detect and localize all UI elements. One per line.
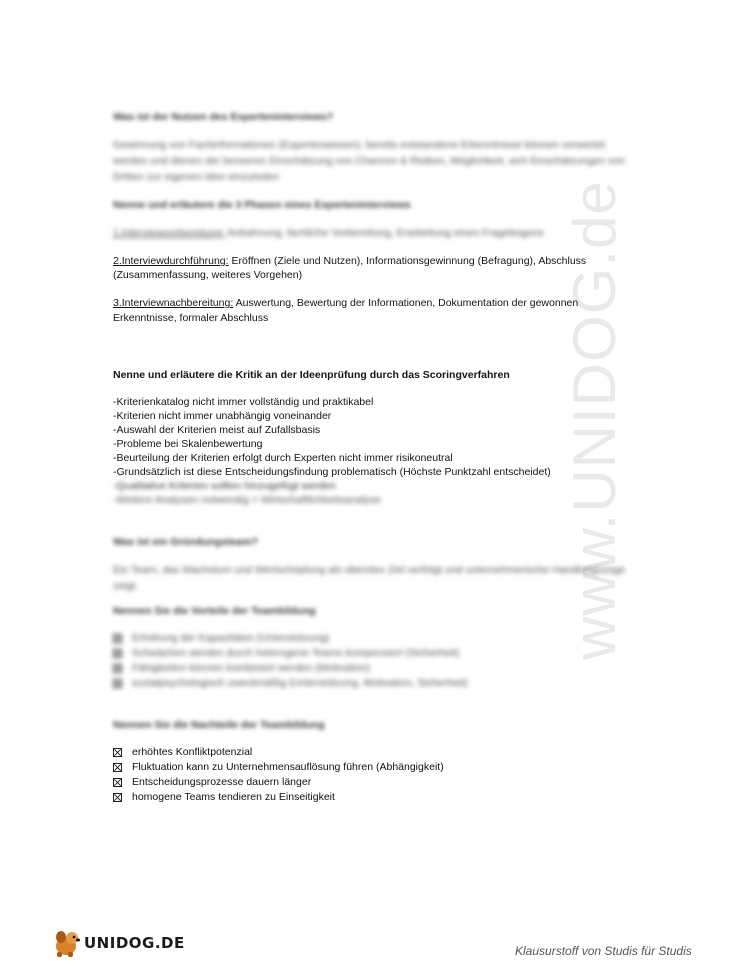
checkbox-x-icon	[113, 679, 122, 688]
advantage-item	[113, 646, 613, 661]
checkbox-x-icon	[113, 649, 122, 658]
critique-item-blurred: -Weitere Analysen notwendig > Wirtschaftlichkeitsanalyse	[113, 494, 381, 506]
checkbox-x-icon	[113, 793, 122, 802]
critique-item: -Beurteilung der Kriterien erfolgt durch Experten nicht immer risikoneutral	[113, 452, 453, 464]
critique-heading: Nenne und erläutere die Kritik an der Ideenprüfung durch das Scoringverfahren	[113, 369, 510, 381]
disadvantages-list	[113, 745, 613, 805]
blurred-heading-vorteile: Nennen Sie die Vorteile der Teambildung	[113, 605, 316, 617]
checkbox-x-icon	[113, 664, 122, 673]
blurred-phase-1	[113, 226, 633, 240]
disadvantage-item	[113, 790, 613, 805]
critique-item: -Kriterienkatalog nicht immer vollständig und praktikabel	[113, 396, 374, 408]
phase-3-label: 3.Interviewnachbereitung:	[113, 297, 234, 309]
watermark: www.UNIDOG.de	[561, 180, 628, 660]
critique-item: -Kriterien nicht immer unabhängig voneinander	[113, 410, 332, 422]
phase-1-text: Anbahnung, fachliche Vorbereitung, Erarbeitung eines Fragebogens	[225, 227, 544, 239]
disadvantage-item	[113, 745, 613, 760]
disadvantage-text: Entscheidungsprozesse dauern länger	[132, 776, 312, 788]
blurred-heading-nachteile: Nennen Sie die Nachteile der Teambildung	[113, 719, 325, 731]
phase-1-label: 1.Interviewvorbereitung:	[113, 227, 226, 239]
checkbox-x-icon	[113, 778, 122, 787]
advantage-text: Erhöhung der Kapazitäten (Unterstützung)	[132, 632, 330, 644]
checkbox-x-icon	[113, 763, 122, 772]
critique-item: -Auswahl der Kriterien meist auf Zufallsbasis	[113, 424, 321, 436]
footer-tagline: Klausurstoff von Studis für Studis	[515, 944, 692, 958]
phase-3	[113, 296, 633, 326]
advantage-text: Fähigkeiten können kombiniert werden (Motivation)	[132, 662, 371, 674]
critique-item: -Probleme bei Skalenbewertung	[113, 438, 263, 450]
unidog-logo	[52, 928, 185, 958]
disadvantage-item	[113, 760, 613, 775]
advantage-item	[113, 631, 613, 646]
checkbox-x-icon	[113, 748, 122, 757]
phase-2-label: 2.Interviewdurchführung:	[113, 255, 229, 267]
blurred-heading-phasen: Nenne und erläutere die 3 Phasen eines Experteninterviews	[113, 199, 411, 211]
advantage-text: Schwächen werden durch heterogene Teams kompensiert (Sicherheit)	[132, 647, 460, 659]
blurred-body-nutzen: Gewinnung von Fachinformationen (Expertenwissen), bereits entstandene Erkenntnisse können verwertet werden und dienen der besseren Einschätzung von Chancen & Risiken, Möglichkeit, sich Einschätzungen von Dritten zur eigenen Idee einzuholen	[113, 139, 625, 183]
logo-text: UNIDOG.DE	[84, 934, 185, 952]
blurred-heading-nutzen: Was ist der Nutzen des Experteninterviews?	[113, 111, 334, 123]
advantage-item	[113, 676, 613, 691]
disadvantage-text: erhöhtes Konfliktpotenzial	[132, 746, 253, 758]
critique-item: -Grundsätzlich ist diese Entscheidungsfindung problematisch (Höchste Punktzahl entscheidet)	[113, 466, 551, 478]
checkbox-x-icon	[113, 634, 122, 643]
blurred-advantages-list	[113, 631, 613, 691]
phase-2-text: Eröffnen (Ziele und Nutzen), Informationsgewinnung (Befragung), Abschluss (Zusammenfassung, weiteres Vorgehen)	[113, 255, 587, 281]
critique-item-blurred: -Qualitative Kriterien sollten hinzugefügt werden	[113, 480, 336, 492]
phase-2	[113, 254, 633, 282]
disadvantage-item	[113, 775, 613, 790]
critique-list	[113, 395, 633, 507]
dog-icon	[52, 928, 84, 958]
advantage-item	[113, 661, 613, 676]
blurred-body-gruendungsteam: Ein Team, das Wachstum und Wertschöpfung als oberstes Ziel verfolgt und unternehmerische Handlungszüge zeigt.	[113, 564, 626, 592]
blurred-heading-gruendungsteam: Was ist ein Gründungsteam?	[113, 536, 258, 548]
disadvantage-text: homogene Teams tendieren zu Einseitigkeit	[132, 791, 335, 803]
advantage-text: sozialpsychologisch zweckmäßig (Unterstützung, Motivation, Sicherheit)	[132, 677, 468, 689]
disadvantage-text: Fluktuation kann zu Unternehmensauflösung führen (Abhängigkeit)	[132, 761, 444, 773]
phase-3-text: Auswertung, Bewertung der Informationen, Dokumentation der gewonnen Erkenntnisse, formaler Abschluss	[113, 297, 579, 324]
